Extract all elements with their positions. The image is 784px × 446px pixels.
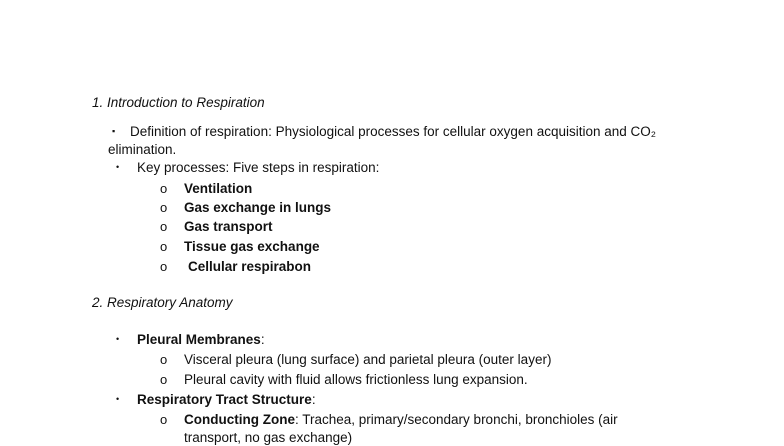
process-item-tissue-gas-exchange: Tissue gas exchange xyxy=(184,239,320,254)
conducting-zone-item-line2: transport, no gas exchange) xyxy=(184,430,353,445)
round-bullet: • xyxy=(116,162,120,172)
sub-bullet-marker: o xyxy=(160,372,168,387)
sub-bullet-marker: o xyxy=(160,352,168,367)
round-bullet: • xyxy=(116,394,120,404)
pleura-item-visceral-parietal: Visceral pleura (lung surface) and parietal pleura (outer layer) xyxy=(184,352,552,367)
sub-bullet-marker: o xyxy=(160,412,168,427)
section-heading-respiratory-anatomy: 2. Respiratory Anatomy xyxy=(92,295,233,310)
definition-text-line1: Definition of respiration: Physiological processes for cellular oxygen acquisition and CO₂ xyxy=(130,124,657,139)
process-item-ventilation: Ventilation xyxy=(184,181,253,196)
section-heading-introduction: 1. Introduction to Respiration xyxy=(92,95,265,110)
definition-text-line2: elimination. xyxy=(108,142,177,157)
process-item-gas-exchange-lungs: Gas exchange in lungs xyxy=(184,200,332,215)
process-item-cellular-respiration: Cellular respirabon xyxy=(188,259,312,274)
sub-bullet-marker: o xyxy=(160,200,168,215)
conducting-zone-item: Conducting Zone: Trachea, primary/secondary bronchi, bronchioles (air xyxy=(184,412,618,427)
sub-bullet-marker: o xyxy=(160,259,168,274)
pleura-item-pleural-cavity: Pleural cavity with fluid allows frictionless lung expansion. xyxy=(184,372,528,387)
respiratory-tract-structure-label: Respiratory Tract Structure: xyxy=(137,392,316,407)
key-processes-label: Key processes: Five steps in respiration: xyxy=(137,160,380,175)
sub-bullet-marker: o xyxy=(160,181,168,196)
sub-bullet-marker: o xyxy=(160,219,168,234)
process-item-gas-transport: Gas transport xyxy=(184,219,273,234)
pleural-membranes-label: Pleural Membranes: xyxy=(137,332,265,347)
square-bullet: ▪ xyxy=(112,126,116,136)
round-bullet: • xyxy=(116,334,120,344)
sub-bullet-marker: o xyxy=(160,239,168,254)
